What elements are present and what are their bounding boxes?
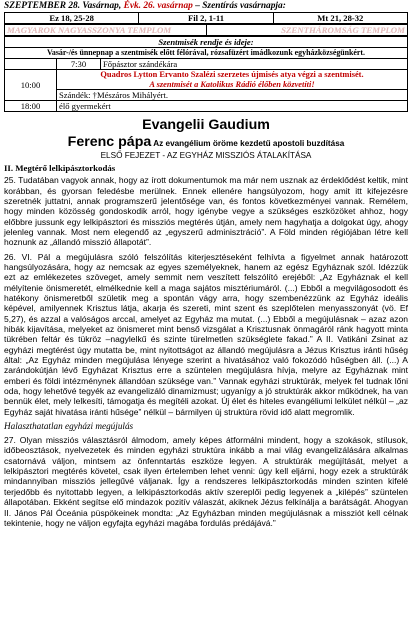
paragraph-26: 26. VI. Pál a megújulásra szóló felszólítás kiterjesztéseként felhívta a figyelmet annak határozott hangsúlyozására, hogy az nemcsak az egyes személyeknek, hanem az egész Egyháznak szól. Idézzük ezt az emlékezetes szöveget, amely semmit nem veszített felszólító erejéből: „Az Egyháznak el kell mélyítenie önismeretét, elmélkednie kell a maga sajátos misztériumáról. (...) Ebből a megvilágosodott és hatékony önismeretből születik meg a spontán vágy arra, hogy szembenézzünk az Egyház ideális képével, amilyennek Krisztus látja, akarja és szereti, mint szent és szeplőtelen menyasszonyát (vö. Ef 5,27), és azzal a valóságos arccal, amelyet az Egyház ma mutat. (...) Ebből a megújulásnak – azaz azon hibák kijavítása, melyeket az önismeret mint benső vizsgálat a Krisztusnak önmagáról ránk hagyott minta tükrében feltár és tükröz –nagylelkű és szinte türelmetlen szükséglete fakad.” A II. Vatikáni Zsinat az egyházi megtérést úgy mutatta be, mint nyitottságot az állandó megújulásra a Jézus Krisztus iránti hűség által: „Az Egyház minden megújulása lényege szerint a hivatásához való fokozódó hűségben áll. (...) A zarándokútján lévő Egyházat Krisztus erre a szüntelen megújulásra hívja, melyre az Egyháznak mint emberi és földi intézménynek állandóan szüksége van.” Vannak egyházi struktúrák, melyek fel tudnak lőni oda, hogy lehetővé tegyék az evangelizáló dinamizmust; ugyanígy a jó struktúrák akkor működnek, ha van bennük élet, mely lelkesíti, támogatja és megítéli azokat. Új élet és hiteles evangéliumi lelkület nélkül – „az Egyház saját hivatása iránti hűsége” nélkül – bármilyen új struktúra rövid idő alatt megromlik. [4, 251, 408, 417]
churches-table [4, 24, 408, 36]
reading-1: Ez 18, 25-28 [5, 13, 139, 24]
header-week: Évk. 26. vasárnap [123, 1, 193, 11]
schedule-title: Szentmisék rendje és ideje: [5, 37, 408, 48]
quadros-line-2: A szentmisét a Katolikus Rádió élőben közvetíti! [149, 79, 315, 89]
header-rest: – Szentírás vasárnapja: [192, 1, 286, 11]
church-left: MAGYAROK NAGYASSZONYA TEMPLOM [5, 25, 207, 36]
bulletin-page [4, 1, 408, 528]
document-body [4, 117, 408, 528]
doc-author: Ferenc pápa [67, 134, 152, 151]
reading-3: Mt 21, 28-32 [273, 13, 407, 24]
church-right: SZENTHÁROMSÁG TEMPLOM [206, 25, 408, 36]
paragraph-25: 25. Tudatában vagyok annak, hogy az írott dokumentumok ma már nem usznak az érdeklődést keltik, mint korábban, és gyorsan feledésbe merülnek. Ennek ellenére hangsúlyozom, hogy amit itt kifejezésre szeretnék juttatni, annak programszerű jelentősége van, és fontos következményei vannak. Remélem, hogy minden közösség gondoskodik arról, hogy igénybe vegye a szükséges eszközöket ahhoz, hogy előbbre jussunk egy lelkipásztori és missziós megtérés útján, amely nem hagyhatja a dolgokat úgy, ahogy jelenleg vannak. Most nem elegendő az „egyszerű adminisztráció”. A Föld minden régiójában létre kell hoznunk az „állandó misszió állapotát”. [4, 175, 408, 248]
schedule-time-1800: 18:00 [5, 101, 57, 112]
doc-title: Evangelii Gaudium [142, 117, 270, 134]
schedule-blank-time [5, 59, 57, 70]
schedule-subtitle: Vasár-/és ünnepnap a szentmisék előtt félórával, rózsafüzért imádkozunk egyházközségünkért. [5, 48, 408, 59]
header-date: SZEPTEMBER 28. Vasárnap, [4, 1, 124, 11]
schedule-intent-1000: Szándék: †Mészáros Mihályért. [57, 90, 408, 101]
schedule-time-730: 7:30 [57, 59, 101, 70]
sunday-header [4, 1, 408, 12]
schedule-intent-730: Főpásztor szándékára [101, 59, 408, 70]
doc-section: II. Megtérő lelkipásztorkodás [4, 163, 116, 174]
schedule-table [4, 36, 408, 112]
doc-subheading: Halaszthatatlan egyházi megújulás [4, 421, 134, 432]
doc-description: Az evangélium öröme kezdetű apostoli buzdítása [151, 139, 345, 149]
doc-chapter: ELSŐ FEJEZET - AZ EGYHÁZ MISSZIÓS ÁTALAKÍTÁSA [100, 151, 312, 161]
reading-2: Fil 2, 1-11 [139, 13, 273, 24]
paragraph-27: 27. Olyan missziós választásról álmodom, amely képes átformálni mindent, hogy a szokások, stílusok, időbeosztások, nyelvezetek és minden egyházi struktúra inkább a mai világ evangelizálására alkalmas csatornává váljon, mintsem az önfenntartás eszköze legyen. A struktúrák megújítását, melyet a lelkipásztori megtérés követel, csak ilyen értelemben lehet venni: úgy kell eljárni, hogy ezek a struktúrák mindannyiban missziós jellegűvé váljanak. Így a rendszeres lelkipásztorkodás minden szinten kifelé terjedőbb és nyitottabb legyen, a lelkipásztorkodás aktív szereplői pedig legyenek a „kilépés” szüntelen állapotában. Ekként segítse elő mindazok pozitív válaszát, akiknek Jézus felkínálja a barátságát. Ahogyan II. János Pál Óceánia püspökeinek mondta: „Az Egyházban minden megújulásnak a missziót kell célnak tekintenie, hogy ne váljon egyfajta egyházi magába fordulás prédájává.” [4, 435, 408, 528]
readings-table [4, 12, 408, 24]
schedule-intent-1800: élő gyermekért [57, 101, 408, 112]
doc-subtitle [4, 135, 408, 151]
schedule-quadros [57, 70, 408, 90]
quadros-line-1: Quadros Lytton Ervanto Szalézi szerzetes újmisés atya végzi a szentmisét. [100, 70, 364, 79]
schedule-time-1000: 10:00 [5, 70, 57, 101]
